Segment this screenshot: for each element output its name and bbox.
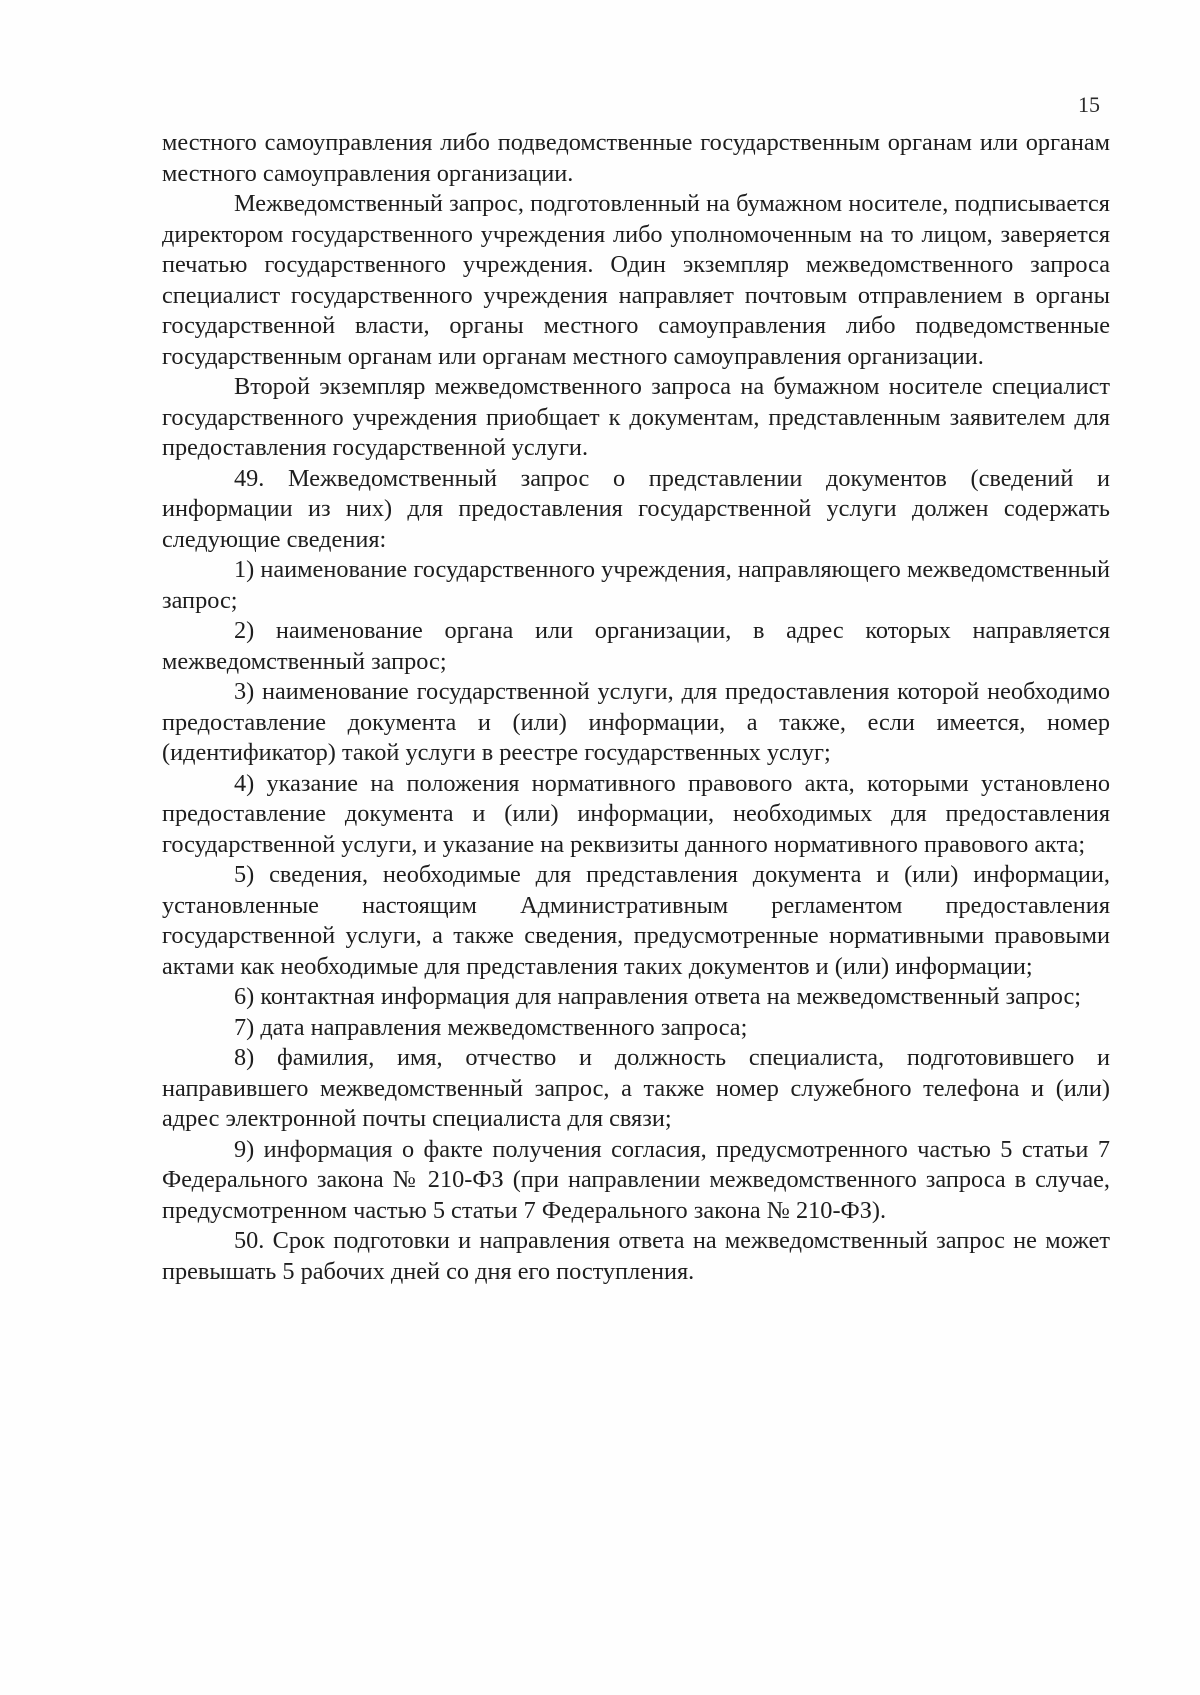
list-item-8: 8) фамилия, имя, отчество и должность специалиста, подготовившего и направившего межведомственный запрос, а также номер служебного телефона и (или) адрес электронной почты специалиста для связи; xyxy=(162,1044,1110,1132)
list-item-3: 3) наименование государственной услуги, для предоставления которой необходимо предоставление документа и (или) информации, а также, если имеется, номер (идентификатор) такой услуги в реестре государственных услуг; xyxy=(162,678,1110,766)
paragraph-second-copy: Второй экземпляр межведомственного запроса на бумажном носителе специалист государственного учреждения приобщает к документам, представленным заявителем для предоставления государственной услуги. xyxy=(162,373,1110,461)
list-item-5: 5) сведения, необходимые для представления документа и (или) информации, установленные настоящим Административным регламентом предоставления государственной услуги, а также сведения, предусмотренные нормативными правовыми актами как необходимые для представления таких документов и (или) информации; xyxy=(162,861,1110,980)
list-item-6: 6) контактная информация для направления ответа на межведомственный запрос; xyxy=(234,983,1082,1010)
paragraph-clause-50: 50. Срок подготовки и направления ответа на межведомственный запрос не может превышать 5 рабочих дней со дня его поступления. xyxy=(162,1227,1110,1285)
paragraph-clause-49: 49. Межведомственный запрос о представлении документов (сведений и информации из них) для предоставления государственной услуги должен содержать следующие сведения: xyxy=(162,464,1110,553)
list-item-7: 7) дата направления межведомственного запроса; xyxy=(234,1013,748,1041)
page-number: 15 xyxy=(1078,92,1100,117)
list-item-1: 1) наименование государственного учреждения, направляющего межведомственный запрос; xyxy=(162,556,1110,614)
list-item-9: 9) информация о факте получения согласия, предусмотренного частью 5 статьи 7 Федерального закона № 210-ФЗ (при направлении межведомственного запроса в случае, предусмотренном частью 5 статьи 7 Федерального закона № 210-ФЗ). xyxy=(162,1135,1110,1224)
paragraph-continuation: местного самоуправления либо подведомственные государственным органам или органам местного самоуправления организации. xyxy=(162,129,1110,187)
document-body xyxy=(162,128,1110,1287)
list-item-4: 4) указание на положения нормативного правового акта, которыми установлено предоставление документа и (или) информации, необходимых для предоставления государственной услуги, и указание на реквизиты данного нормативного правового акта; xyxy=(162,769,1110,858)
list-item-2: 2) наименование органа или организации, в адрес которых направляется межведомственный запрос; xyxy=(162,617,1110,675)
paragraph-paper-request: Межведомственный запрос, подготовленный на бумажном носителе, подписывается директором государственного учреждения либо уполномоченным на то лицом, заверяется печатью государственного учреждения. Один экземпляр межведомственного запроса специалист государственного учреждения направляет почтовым отправлением в органы государственной власти, органы местного самоуправления либо подведомственные государственным органам или органам местного самоуправления организации. xyxy=(162,190,1110,370)
